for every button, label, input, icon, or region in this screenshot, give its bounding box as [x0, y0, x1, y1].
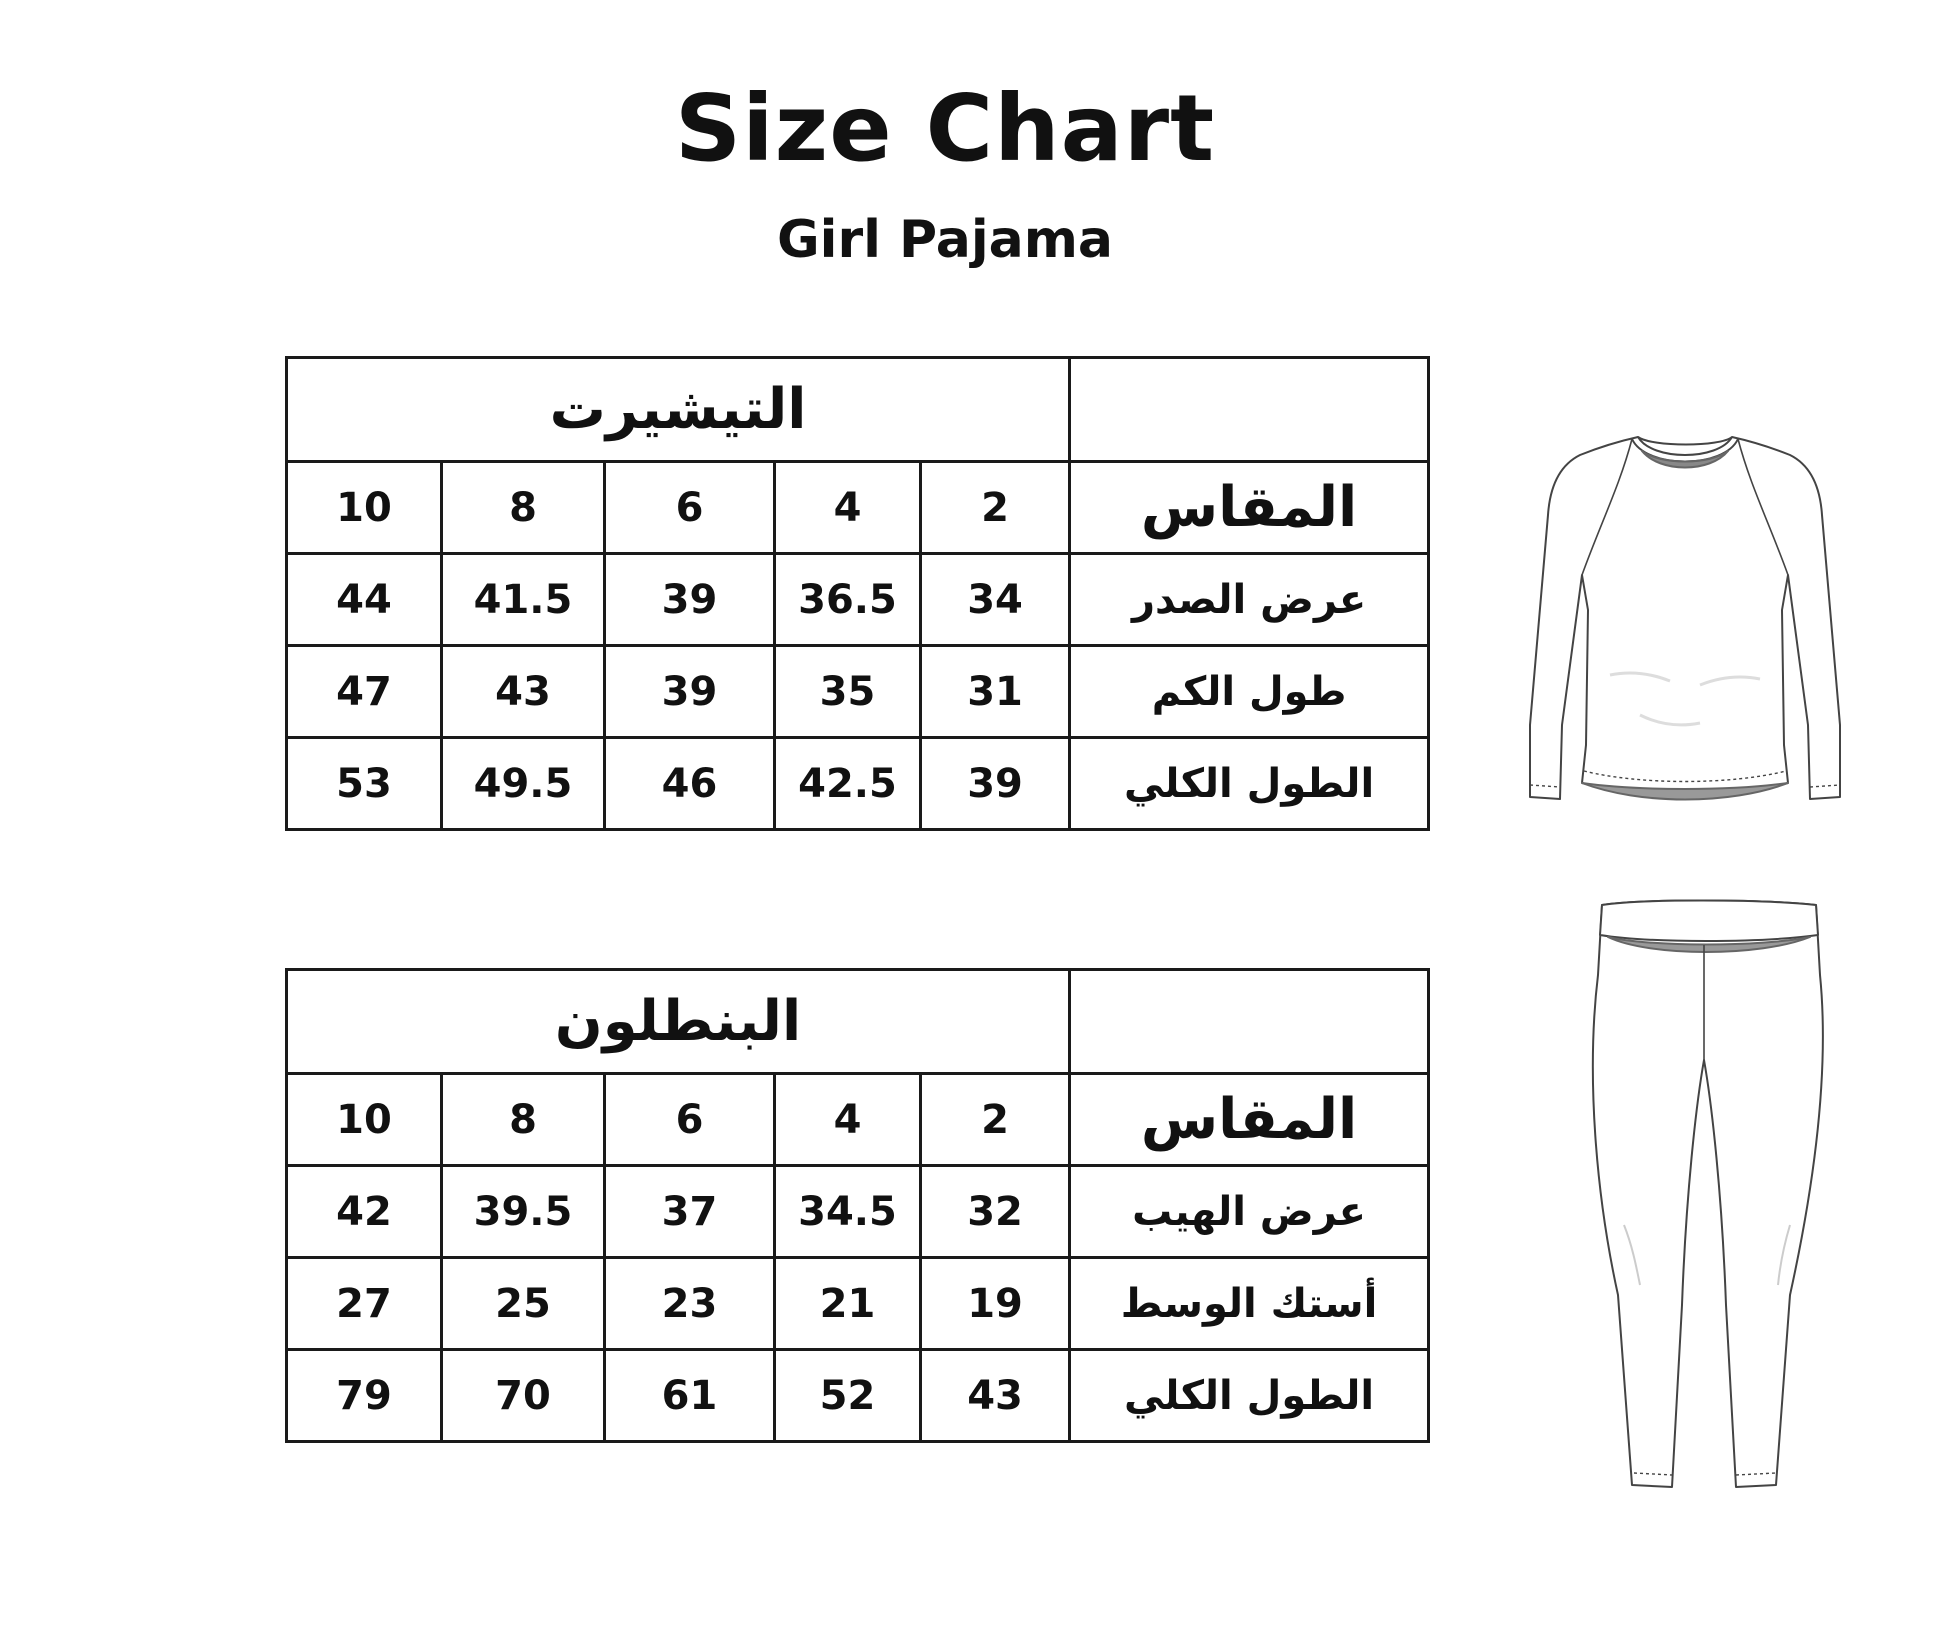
value-cell: 42.5	[775, 738, 921, 830]
value-cell: 37	[605, 1166, 775, 1258]
row-label: طول الكم	[1070, 646, 1429, 738]
value-cell: 70	[442, 1350, 605, 1442]
value-cell: 36.5	[775, 554, 921, 646]
size-cell: 6	[605, 462, 775, 554]
table-name: البنطلون	[287, 970, 1070, 1074]
value-cell: 53	[287, 738, 442, 830]
value-cell: 27	[287, 1258, 442, 1350]
value-cell: 43	[442, 646, 605, 738]
value-cell: 31	[921, 646, 1070, 738]
page-subtitle: Girl Pajama	[776, 210, 1114, 270]
value-cell: 79	[287, 1350, 442, 1442]
pants-icon	[1580, 895, 1840, 1505]
table-name: التيشيرت	[287, 358, 1070, 462]
value-cell: 39.5	[442, 1166, 605, 1258]
value-cell: 34.5	[775, 1166, 921, 1258]
long-sleeve-top-icon	[1520, 425, 1850, 815]
value-cell: 39	[921, 738, 1070, 830]
value-cell: 25	[442, 1258, 605, 1350]
row-label: الطول الكلي	[1070, 1350, 1429, 1442]
value-cell: 35	[775, 646, 921, 738]
size-cell: 10	[287, 1074, 442, 1166]
value-cell: 52	[775, 1350, 921, 1442]
row-label: الطول الكلي	[1070, 738, 1429, 830]
size-label: المقاس	[1070, 462, 1429, 554]
size-cell: 6	[605, 1074, 775, 1166]
value-cell: 61	[605, 1350, 775, 1442]
value-cell: 46	[605, 738, 775, 830]
value-cell: 19	[921, 1258, 1070, 1350]
value-cell: 39	[605, 646, 775, 738]
empty-header-cell	[1070, 970, 1429, 1074]
row-label: أستك الوسط	[1070, 1258, 1429, 1350]
value-cell: 41.5	[442, 554, 605, 646]
size-cell: 2	[921, 462, 1070, 554]
row-label: عرض الصدر	[1070, 554, 1429, 646]
value-cell: 43	[921, 1350, 1070, 1442]
size-cell: 4	[775, 1074, 921, 1166]
tshirt-size-table	[285, 356, 1430, 831]
size-cell: 8	[442, 1074, 605, 1166]
value-cell: 32	[921, 1166, 1070, 1258]
size-cell: 10	[287, 462, 442, 554]
page-title: Size Chart	[674, 75, 1216, 182]
size-cell: 2	[921, 1074, 1070, 1166]
value-cell: 23	[605, 1258, 775, 1350]
value-cell: 44	[287, 554, 442, 646]
value-cell: 34	[921, 554, 1070, 646]
size-label: المقاس	[1070, 1074, 1429, 1166]
value-cell: 42	[287, 1166, 442, 1258]
value-cell: 21	[775, 1258, 921, 1350]
value-cell: 49.5	[442, 738, 605, 830]
value-cell: 47	[287, 646, 442, 738]
pants-size-table	[285, 968, 1430, 1443]
size-cell: 4	[775, 462, 921, 554]
size-cell: 8	[442, 462, 605, 554]
row-label: عرض الهيب	[1070, 1166, 1429, 1258]
value-cell: 39	[605, 554, 775, 646]
empty-header-cell	[1070, 358, 1429, 462]
